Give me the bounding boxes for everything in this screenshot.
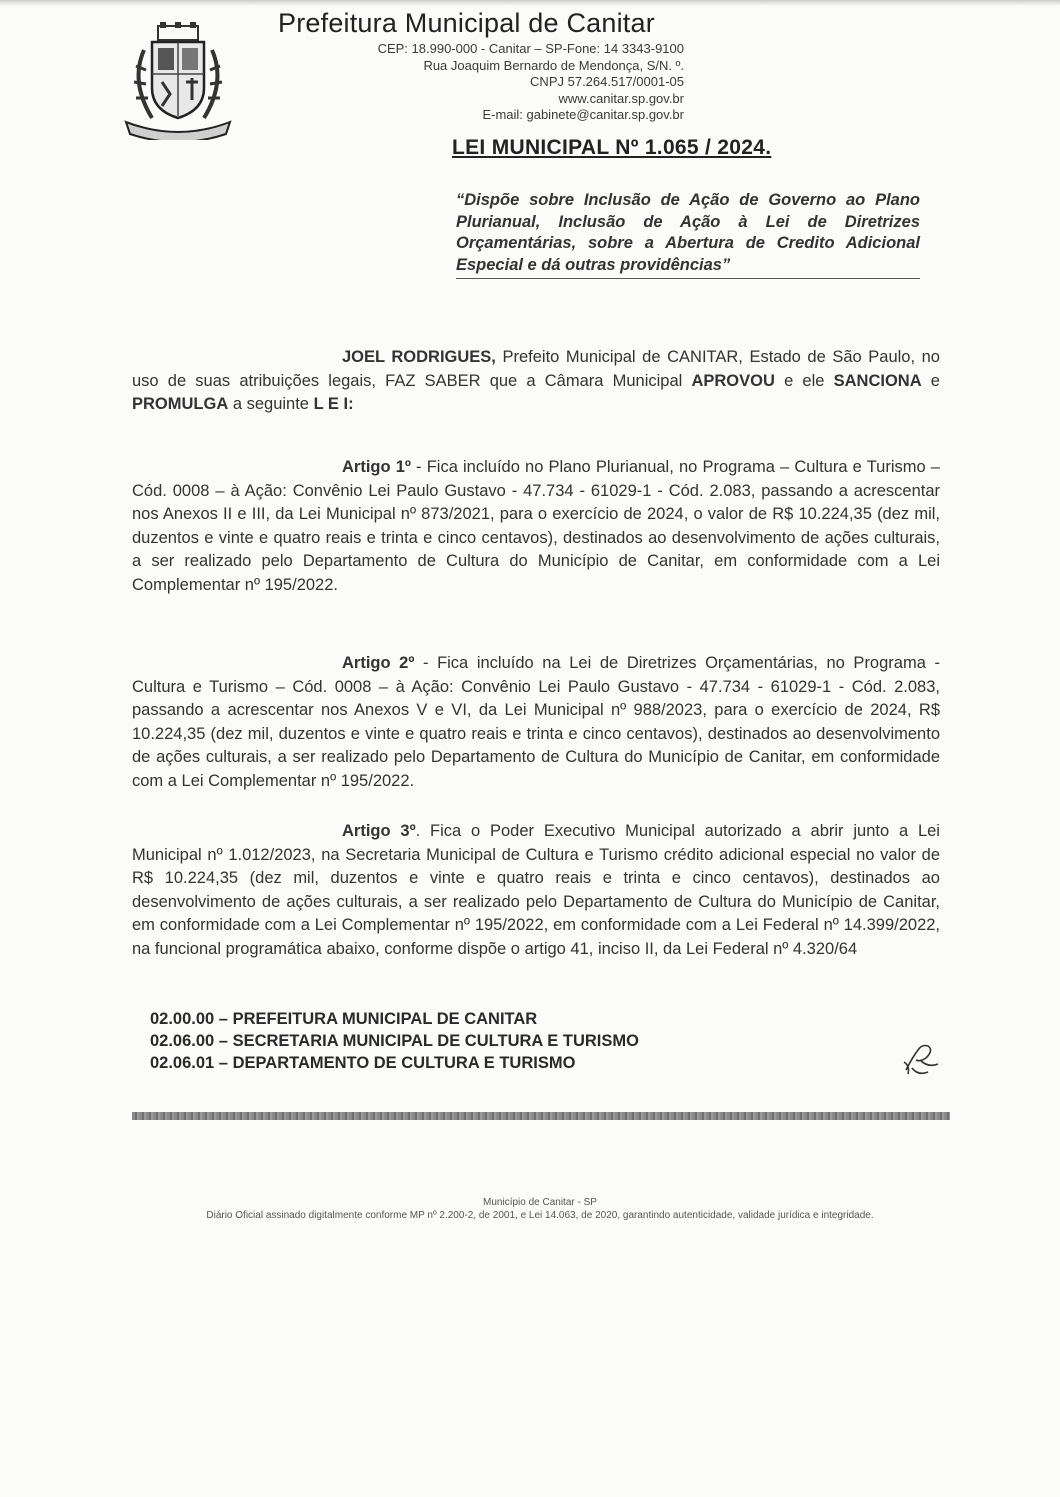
article-label: Artigo 3º — [342, 822, 416, 840]
intro-text-2: e ele — [774, 371, 834, 390]
mayor-name: JOEL RODRIGUES, — [342, 348, 496, 366]
org-cnpj: CNPJ 57.264.517/0001-05 — [530, 74, 684, 89]
article-label: Artigo 2º — [342, 654, 415, 672]
intro-aprovou: APROVOU — [691, 371, 775, 390]
footer — [150, 1196, 930, 1222]
article-text: - Fica incluído no Plano Plurianual, no Programa – Cultura e Turismo – Cód. 0008 – à Ação: Convênio Lei Paulo Gustavo - 47.734 - 61029-1 - Cód. 2.083, passando a acrescentar nos Anexos II e III, da Lei Municipal nº 873/2021, para o exercício de 2024, o valor de R$ 10.224,35 (dez mil, duzentos e vinte e quatro reais e trinta e cinco centavos), destinados ao desenvolvimento de ações culturais, a ser realizado pelo Departamento de Cultura do Município de Canitar, em conformidade com a Lei Complementar nº 195/2022. — [132, 458, 940, 594]
article-text: - Fica incluído na Lei de Diretrizes Orçamentárias, no Programa - Cultura e Turismo – Cód. 0008 – à Ação: Convênio Lei Paulo Gustavo - 47.734 - 61029-1 - Cód. 2.083, passando a acrescentar nos Anexos V e VI, da Lei Municipal nº 988/2023, para o exercício de 2024, R$ 10.224,35 (dez mil, duzentos e vinte e quatro reais e trinta e cinco centavos), destinados ao desenvolvimento de ações culturais, a ser realizado pelo Departamento de Cultura do Município de Canitar, em conformidade com a Lei Complementar nº 195/2022. — [132, 654, 940, 790]
law-ementa: “Dispõe sobre Inclusão de Ação de Governo ao Plano Plurianual, Inclusão de Ação à Lei de Diretrizes Orçamentárias, sobre a Abertura de Credito Adicional Especial e dá outras providências” — [456, 190, 920, 279]
intro-text-4: a seguinte — [228, 395, 314, 413]
law-title: LEI MUNICIPAL Nº 1.065 / 2024. — [452, 136, 772, 159]
intro-text-1: Prefeito Municipal de CANITAR, Estado de São Paulo, no uso de suas atribuições legais, FAZ SABER que a Câmara Municipal — [132, 348, 940, 390]
org-contact-block — [278, 41, 684, 124]
article-label: Artigo 1º — [342, 458, 411, 476]
budget-units-list — [150, 1008, 639, 1074]
letterhead — [278, 8, 718, 124]
handwritten-initials-icon — [898, 1040, 942, 1080]
footer-signature-note: Diário Oficial assinado digitalmente conforme MP nº 2.200-2, de 2001, e Lei 14.063, de 2020, garantindo autenticidade, validade jurídica e integridade. — [206, 1210, 874, 1221]
budget-unit: 02.00.00 – PREFEITURA MUNICIPAL DE CANITAR — [150, 1010, 538, 1028]
article-3 — [132, 820, 940, 961]
intro-text-3: e — [921, 371, 940, 390]
article-2 — [132, 652, 940, 793]
budget-unit: 02.06.00 – SECRETARIA MUNICIPAL DE CULTURA E TURISMO — [150, 1032, 639, 1050]
scan-edge-shadow — [0, 0, 1060, 6]
footer-municipality: Município de Canitar - SP — [483, 1197, 597, 1208]
org-name: Prefeitura Municipal de Canitar — [278, 8, 655, 38]
org-email: E-mail: gabinete@canitar.sp.gov.br — [482, 107, 684, 122]
org-website: www.canitar.sp.gov.br — [558, 90, 684, 106]
page-divider — [132, 1112, 950, 1120]
article-text: . Fica o Poder Executivo Municipal autorizado a abrir junto a Lei Municipal nº 1.012/2023, na Secretaria Municipal de Cultura e Turismo crédito adicional especial no valor de R$ 10.224,35 (dez mil, duzentos e vinte e quatro reais e trinta e cinco centavos), destinados ao desenvolvimento de ações culturais, a ser realizado pelo Departamento de Cultura do Município de Canitar, em conformidade com a Lei Complementar nº 195/2022, em conformidade com a Lei Federal nº 14.399/2022, na funcional programática abaixo, conforme dispõe o artigo 41, inciso II, da Lei Federal nº 4.320/64 — [132, 822, 940, 958]
intro-paragraph — [132, 346, 940, 417]
intro-lei: L E I: — [313, 395, 354, 413]
article-1 — [132, 456, 940, 597]
coat-of-arms-icon — [122, 22, 234, 140]
org-address-street: Rua Joaquim Bernardo de Mendonça, S/N. º. — [423, 57, 684, 73]
org-address-cep: CEP: 18.990-000 - Canitar – SP-Fone: 14 3343-9100 — [377, 41, 684, 56]
intro-promulga: PROMULGA — [132, 395, 229, 413]
budget-unit: 02.06.01 – DEPARTAMENTO DE CULTURA E TURISMO — [150, 1054, 576, 1072]
intro-sanciona: SANCIONA — [833, 371, 922, 390]
